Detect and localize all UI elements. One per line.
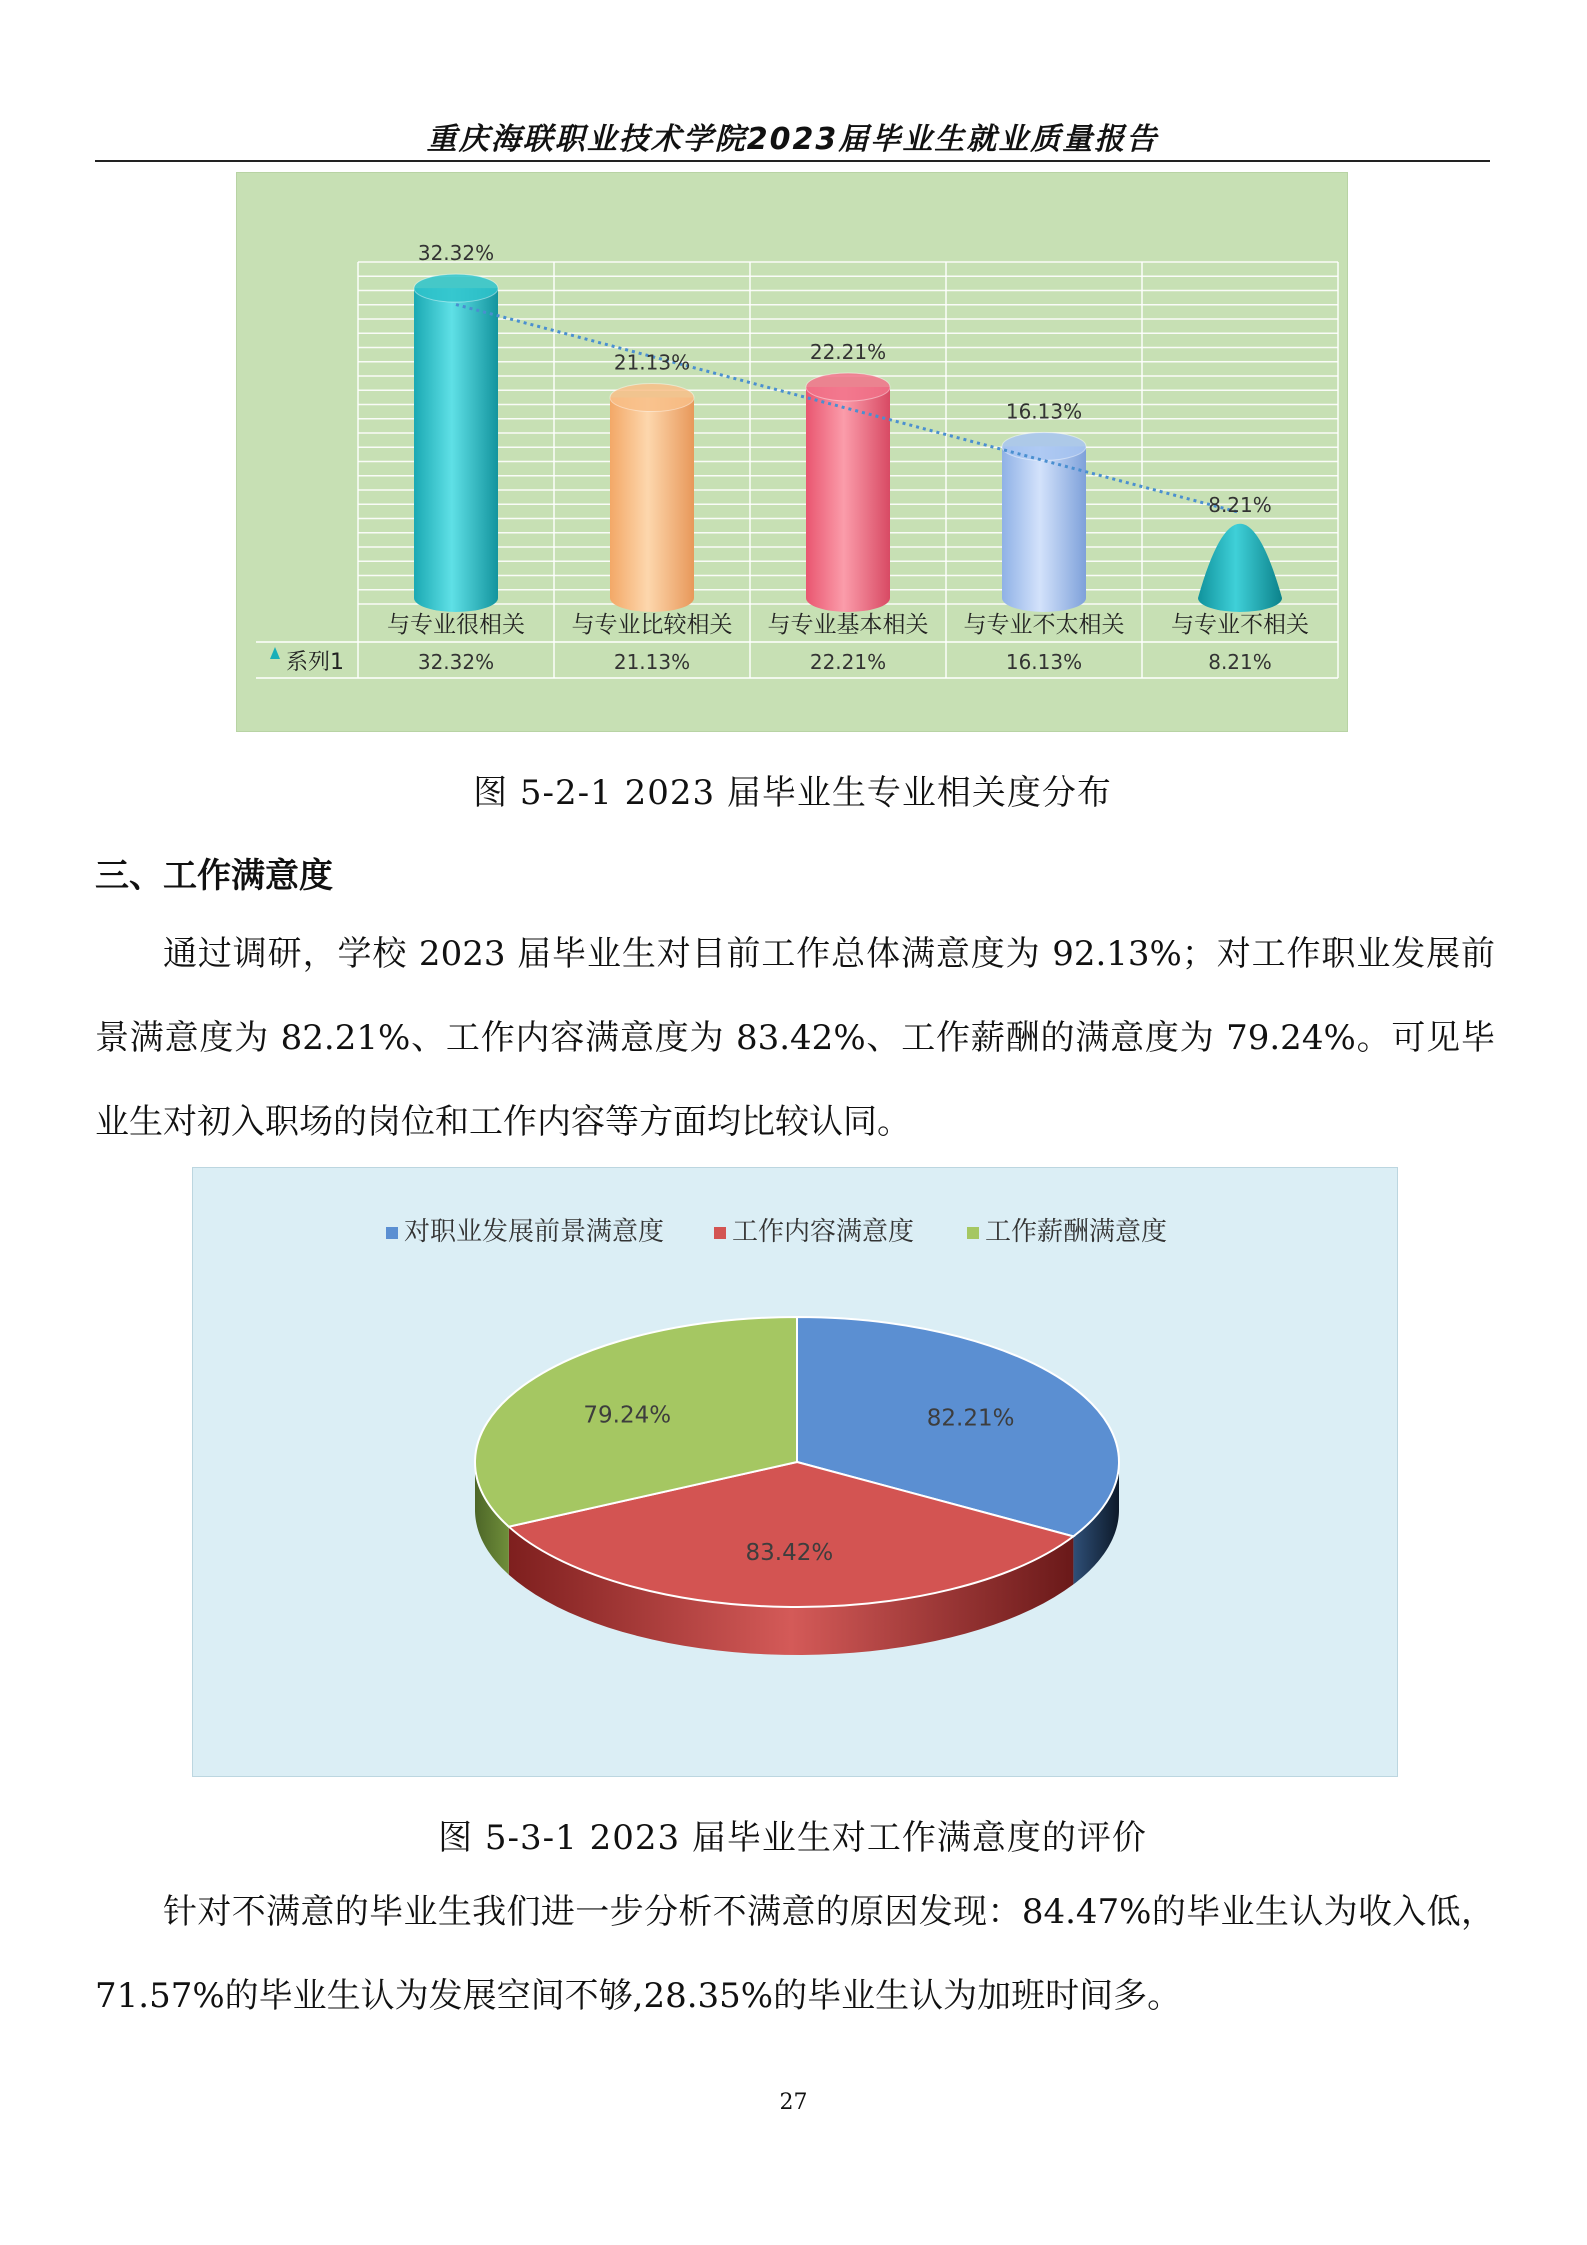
- table-value-label: 8.21%: [1208, 650, 1272, 674]
- bar-cylinder-top: [414, 274, 498, 302]
- pie-data-label: 82.21%: [926, 1405, 1015, 1432]
- bar-cylinder-top: [610, 384, 694, 412]
- table-category-label: 与专业不相关: [1171, 612, 1309, 638]
- table-value-label: 22.21%: [809, 650, 887, 674]
- table-category-label: 与专业很相关: [387, 612, 525, 638]
- section-heading: 三、工作满意度: [95, 856, 333, 896]
- table-value-label: 21.13%: [613, 650, 691, 674]
- header-divider: [95, 160, 1490, 162]
- chart1-background: [236, 172, 1348, 732]
- legend-label: 对职业发展前景满意度: [404, 1217, 665, 1247]
- series-name: 系列1: [286, 650, 344, 675]
- legend-swatch: [386, 1227, 398, 1239]
- relevance-bar-chart: [236, 172, 1348, 732]
- bar-data-label: 8.21%: [1208, 492, 1272, 517]
- pie-data-label: 83.42%: [745, 1539, 834, 1566]
- table-category-label: 与专业比较相关: [571, 612, 733, 638]
- bar-cylinder: [1002, 446, 1086, 612]
- page-number: 27: [779, 2090, 808, 2115]
- satisfaction-pie-chart: [192, 1167, 1398, 1777]
- figure-caption-5-2-1: 图 5-2-1 2023 届毕业生专业相关度分布: [473, 773, 1112, 813]
- pie-data-label: 79.24%: [583, 1402, 672, 1429]
- table-value-label: 16.13%: [1005, 650, 1083, 674]
- table-value-label: 32.32%: [417, 650, 495, 674]
- bar-cylinder-top: [1002, 432, 1086, 460]
- bar-data-label: 16.13%: [1005, 399, 1083, 424]
- bar-cylinder: [414, 288, 498, 612]
- chart2-pie: [475, 1317, 1119, 1655]
- bar-data-label: 21.13%: [613, 350, 691, 375]
- paragraph-dissatisfaction: 针对不满意的毕业生我们进一步分析不满意的原因发现：84.47%的毕业生认为收入低，71.57%的毕业生认为发展空间不够,28.35%的毕业生认为加班时间多。: [95, 1892, 1495, 2016]
- figure-caption-5-3-1: 图 5-3-1 2023 届毕业生对工作满意度的评价: [438, 1818, 1147, 1858]
- bar-cylinder: [806, 387, 890, 612]
- legend-label: 工作内容满意度: [732, 1217, 915, 1247]
- report-header: 重庆海联职业技术学院2023届毕业生就业质量报告: [426, 122, 1159, 157]
- legend-swatch: [967, 1227, 979, 1239]
- bar-data-label: 22.21%: [809, 339, 887, 364]
- paragraph-satisfaction: 通过调研，学校 2023 届毕业生对目前工作总体满意度为 92.13%；对工作职业发展前景满意度为 82.21%、工作内容满意度为 83.42%、工作薪酬的满意度为 79.24%。可见毕业生对初入职场的岗位和工作内容等方面均比较认同。: [95, 934, 1495, 1142]
- bar-cylinder-top: [806, 373, 890, 401]
- table-category-label: 与专业基本相关: [767, 612, 929, 638]
- bar-cylinder: [610, 398, 694, 612]
- legend-swatch: [714, 1227, 726, 1239]
- bar-data-label: 32.32%: [417, 241, 495, 266]
- legend-label: 工作薪酬满意度: [985, 1217, 1168, 1247]
- table-category-label: 与专业不太相关: [963, 612, 1125, 638]
- chart2-legend: [386, 1217, 1167, 1247]
